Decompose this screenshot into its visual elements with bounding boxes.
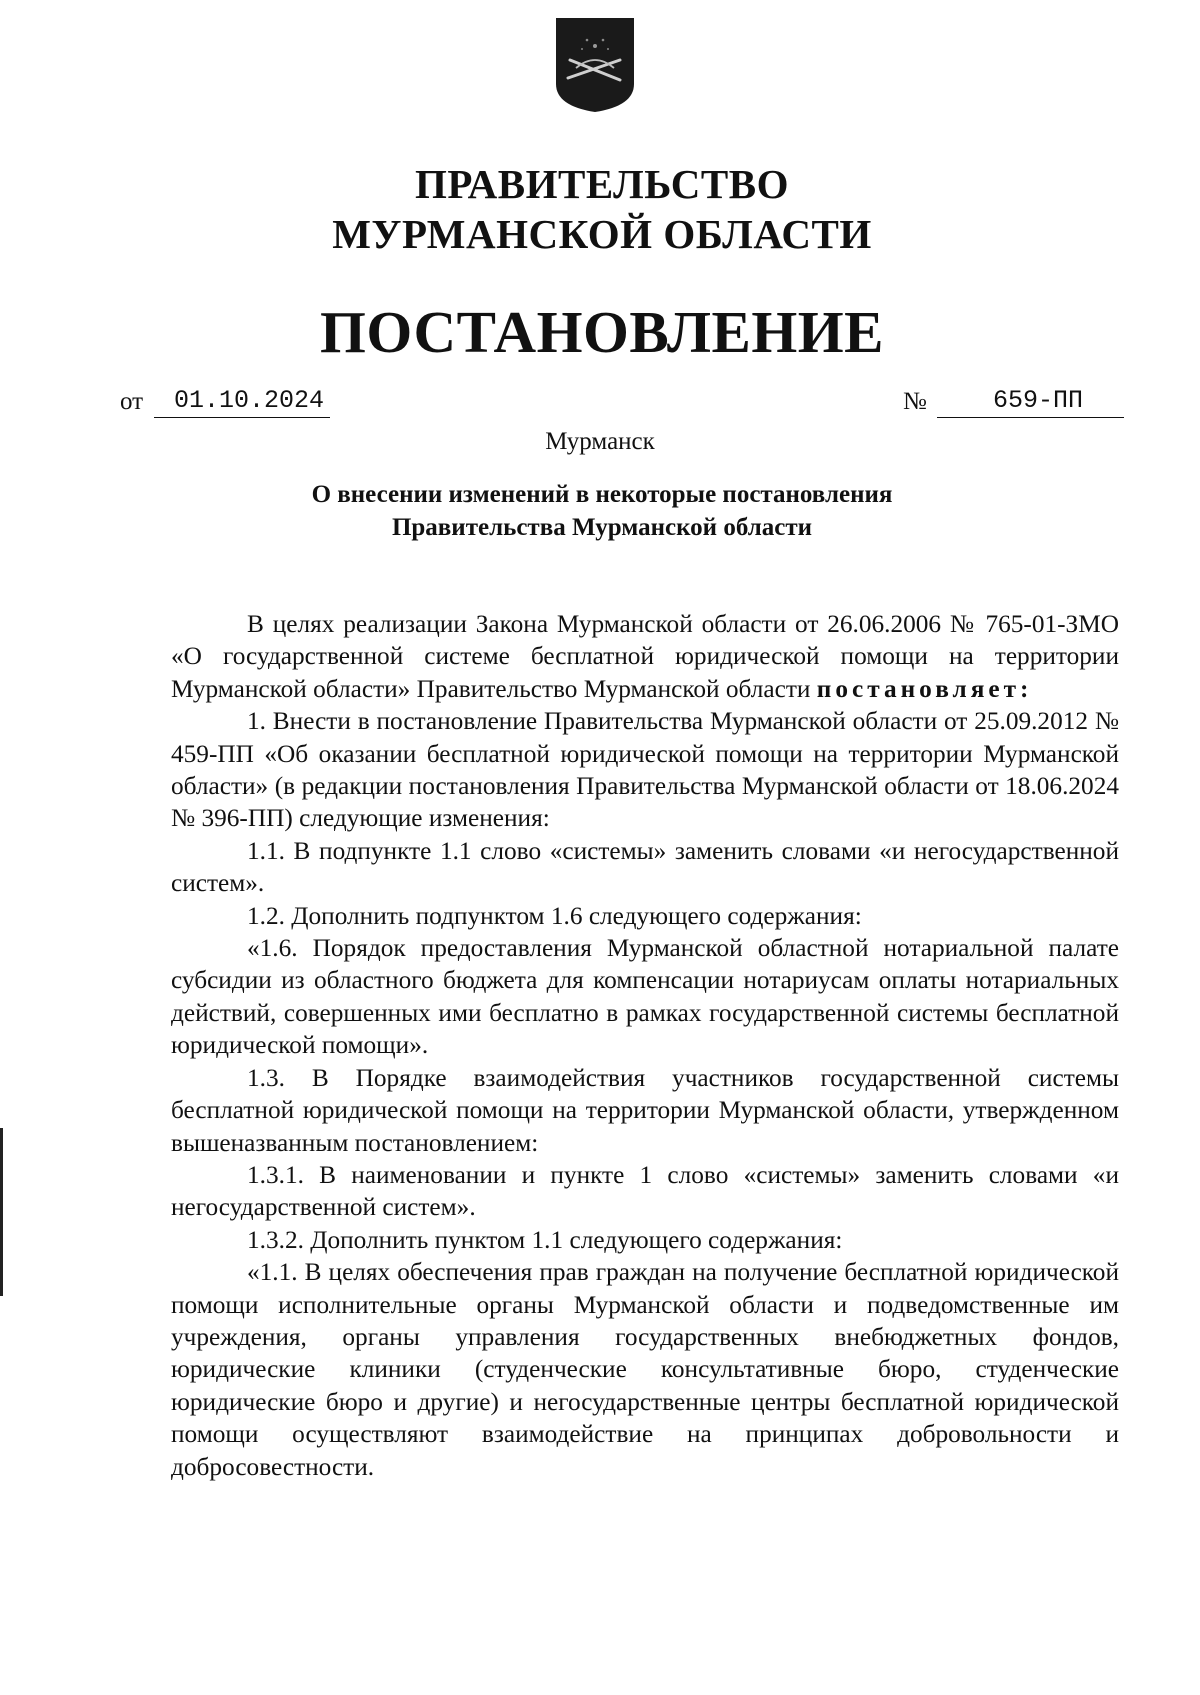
scan-margin-mark (0, 1128, 3, 1296)
paragraph-1-3: 1.3. В Порядке взаимодействия участников государственной системы бесплатной юридической помощи на территории Мурманской области, утвержденном вышеназванным постановлением: (171, 1063, 1119, 1157)
document-number: 659-ПП (937, 386, 1124, 418)
paragraph-1-3-2-text: «1.1. В целях обеспечения прав граждан на получение бесплатной юридической помощи исполнительные органы Мурманской области и подведомственные им учреждения, органы управления государственных внебюджетных фондов, юридические клиники (студенческие консультативные бюро, студенческие юридические бюро и другие) и негосударственные центры бесплатной юридической помощи осуществляют взаимодействие на принципах добровольности и добросовестности. (171, 1258, 1119, 1481)
paragraph-1-3-1: 1.3.1. В наименовании и пункте 1 слово «системы» заменить словами «и негосударственной систем». (171, 1160, 1119, 1222)
paragraph-1: 1. Внести в постановление Правительства Мурманской области от 25.09.2012 № 459-ПП «Об оказании бесплатной юридической помощи на территории Мурманской области» (в редакции постановления Правительства Мурманской области от 18.06.2024 № 396-ПП) следующие изменения: (171, 707, 1119, 833)
paragraph-1-1: 1.1. В подпункте 1.1 слово «системы» заменить словами «и негосударственной систем». (171, 836, 1119, 898)
number-label: № (903, 388, 927, 415)
coat-of-arms-icon (554, 16, 636, 114)
paragraph-1-3-2: 1.3.2. Дополнить пунктом 1.1 следующего содержания: (247, 1225, 843, 1254)
subject-line2: Правительства Мурманской области (391, 514, 813, 541)
date-label: от (120, 388, 144, 415)
paragraph-1-2: 1.2. Дополнить подпунктом 1.6 следующего содержания: (247, 901, 862, 930)
subject-line1: О внесении изменений в некоторые постановления (311, 481, 893, 508)
preamble-text: В целях реализации Закона Мурманской области от 26.06.2006 № 765-01-ЗМО «О государственной системе бесплатной юридической помощи на территории Мурманской области» Правительство Мурманской области (171, 610, 1119, 703)
preamble-paragraph (171, 608, 1119, 705)
document-date: 01.10.2024 (154, 386, 330, 418)
paragraph-1-2-text: «1.6. Порядок предоставления Мурманской областной нотариальной палате субсидии из областного бюджета для компенсации нотариусам оплаты нотариальных действий, совершенных ими бесплатно в рамках государственной системы бесплатной юридической помощи». (171, 934, 1119, 1060)
document-type: ПОСТАНОВЛЕНИЕ (320, 299, 884, 365)
decree-word: постановляет: (816, 674, 1033, 703)
document-body (171, 608, 1119, 1483)
organization-name-line1: ПРАВИТЕЛЬСТВО (414, 161, 790, 207)
organization-name-line2: МУРМАНСКОЙ ОБЛАСТИ (332, 211, 872, 257)
city: Мурманск (545, 428, 655, 455)
